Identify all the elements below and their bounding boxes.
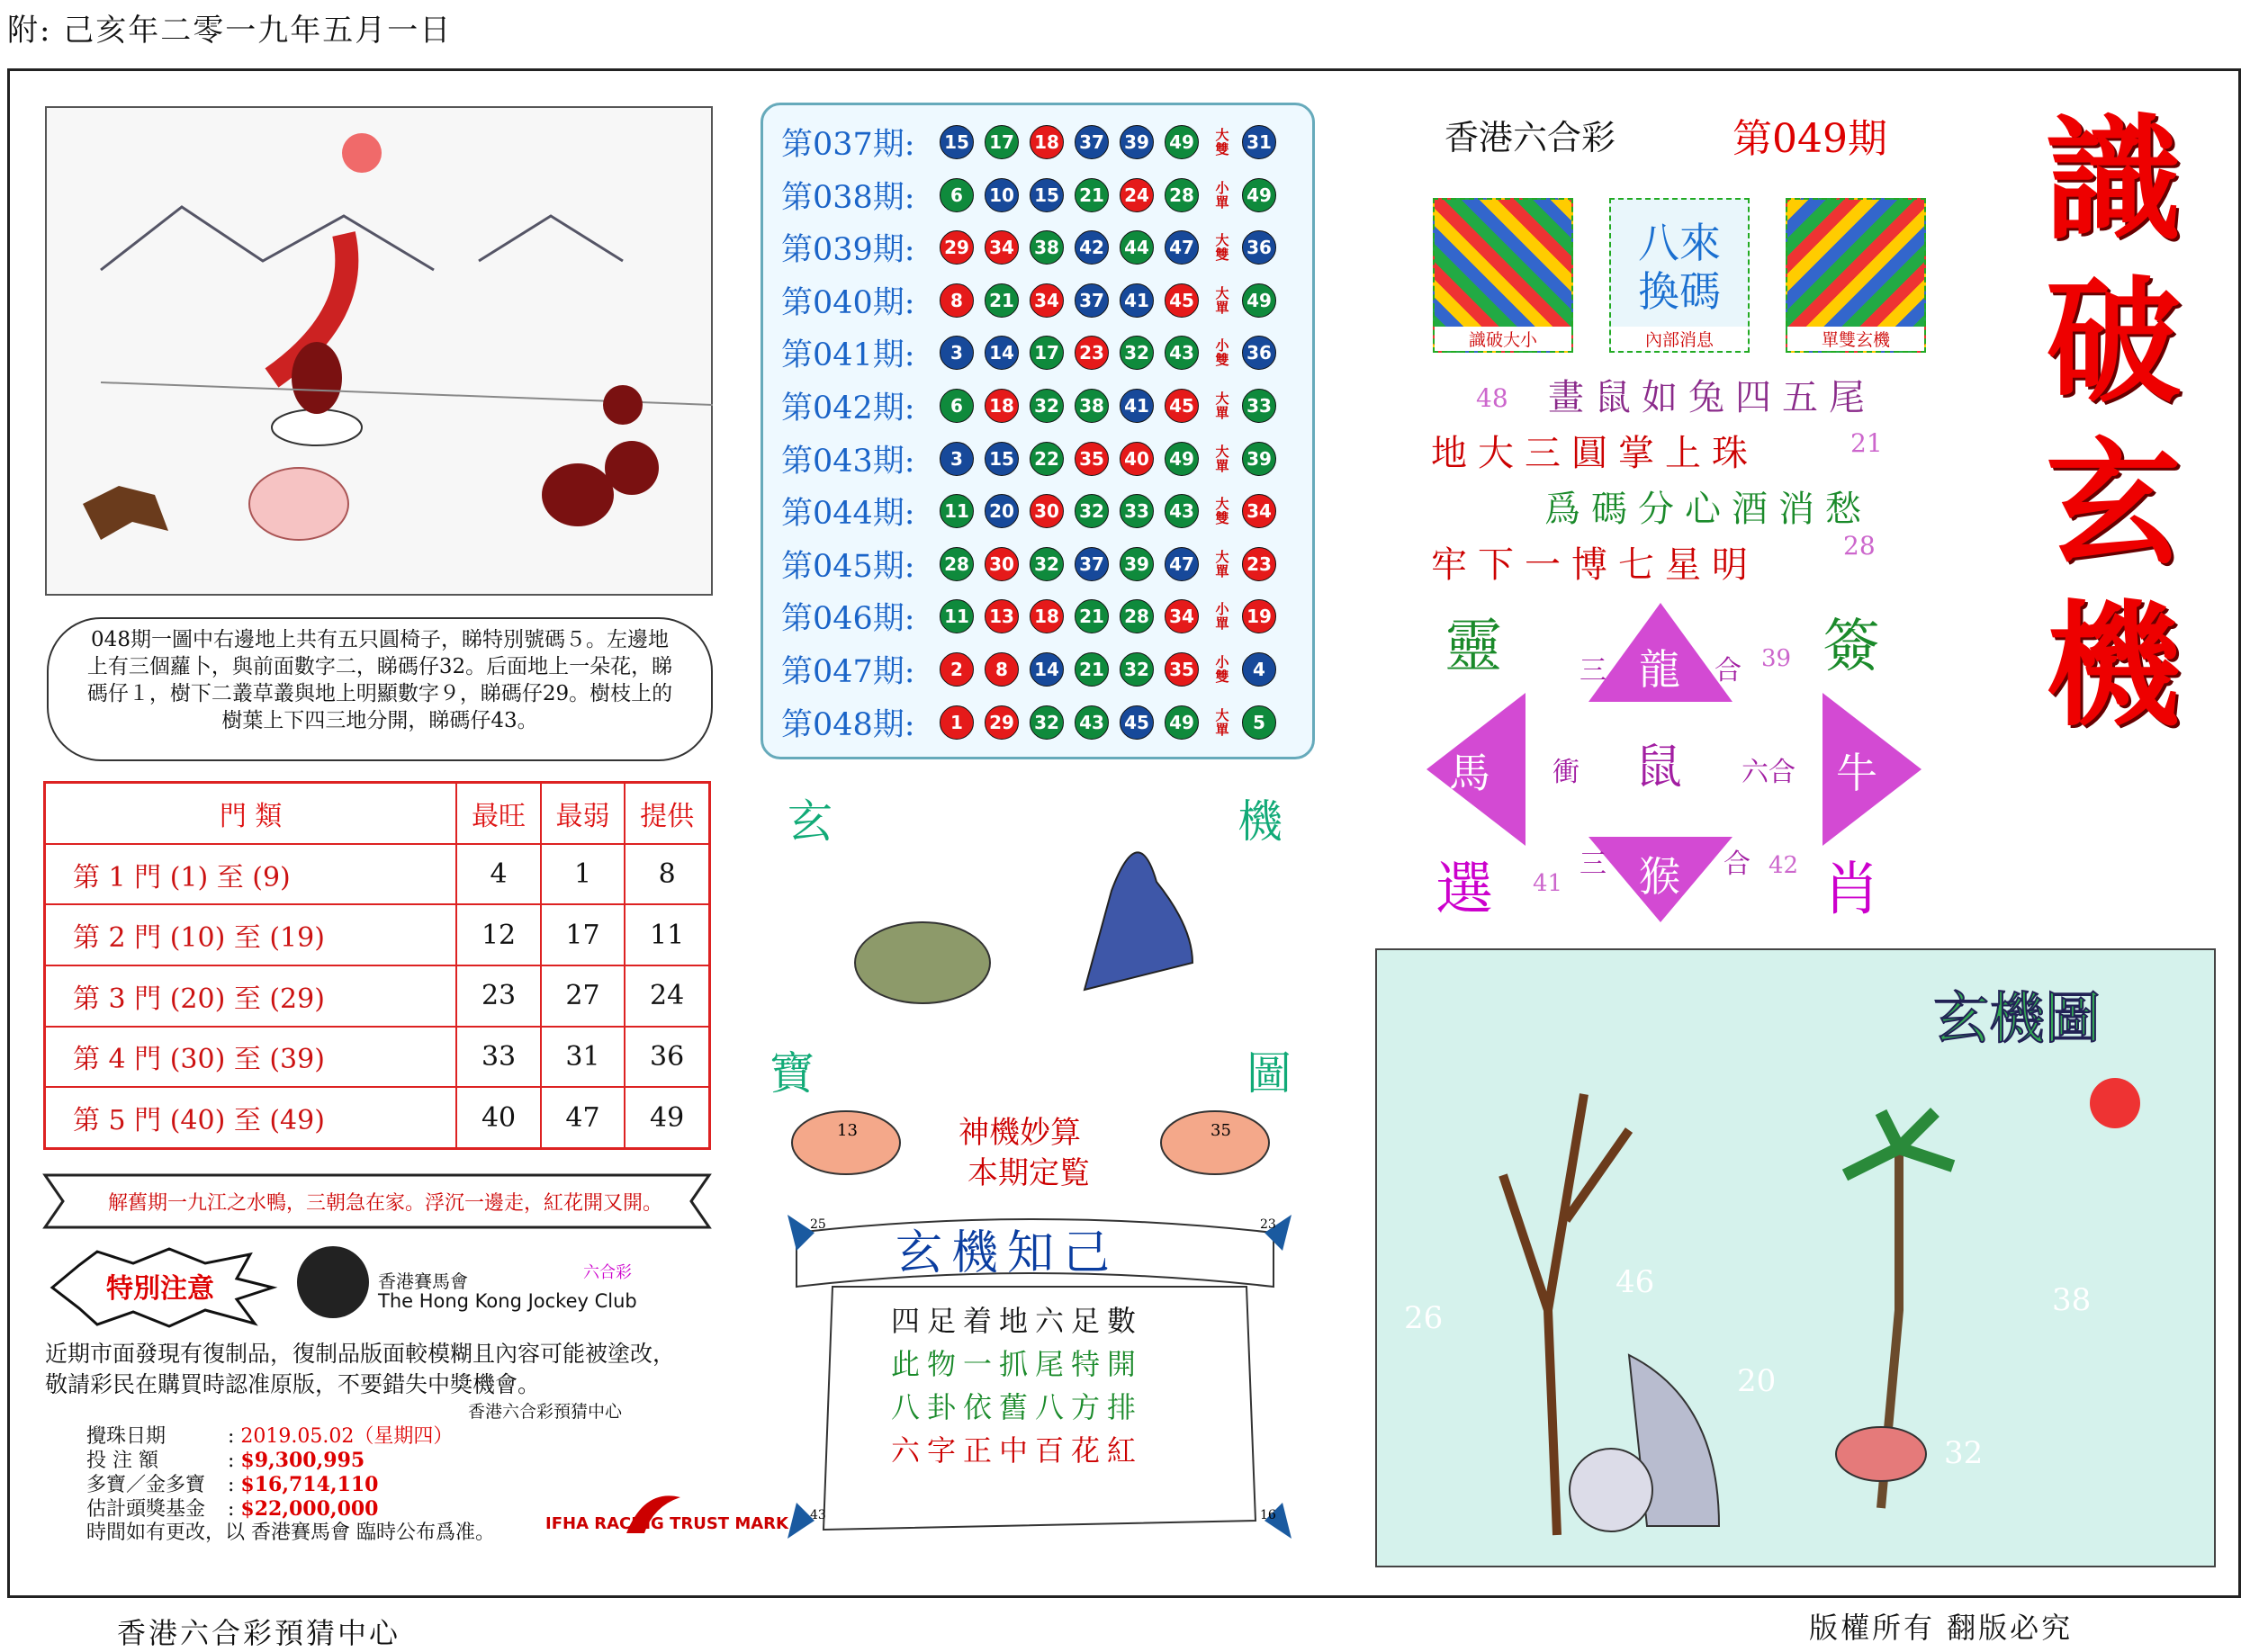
number-ball: 43 — [1165, 494, 1199, 528]
number-ball: 14 — [1030, 652, 1064, 687]
draw-row — [781, 169, 1287, 221]
draw-row — [781, 643, 1287, 696]
gate-provide: 36 — [625, 1027, 709, 1088]
number-ball: 20 — [985, 494, 1019, 528]
number-ball: 49 — [1165, 705, 1199, 740]
draw-label: 第041期: — [781, 337, 915, 374]
poem-line: 六字正中百花紅 — [891, 1433, 1144, 1468]
draw-label: 第038期: — [781, 179, 915, 216]
draw-history — [760, 103, 1315, 759]
number-ball: 21 — [985, 283, 1019, 318]
number-ball: 37 — [1075, 283, 1109, 318]
inside-news-box — [1609, 198, 1750, 353]
number-ball: 2 — [940, 652, 974, 687]
gate-name: 第 5 門 (40) 至 (49) — [45, 1087, 457, 1148]
gate-provide: 8 — [625, 844, 709, 905]
gate-cold: 1 — [541, 844, 625, 905]
he-top: 合 — [1714, 655, 1742, 687]
number-ball: 35 — [1165, 652, 1199, 687]
number-ball: 11 — [940, 599, 974, 633]
ifha-logo — [545, 1479, 788, 1562]
number-ball: 15 — [985, 442, 1019, 476]
title-char: 識破玄機 — [2022, 108, 2181, 756]
number-ball: 49 — [1165, 442, 1199, 476]
corner-xuan: 玄 — [788, 795, 832, 848]
draw-label: 第047期: — [781, 654, 915, 690]
gate-cold: 31 — [541, 1027, 625, 1088]
number-ball: 32 — [1075, 494, 1109, 528]
draw-row — [781, 274, 1287, 327]
line-number: 28 — [1843, 531, 1876, 561]
box-label: 識破大小 — [1435, 327, 1571, 351]
number-ball: 43 — [1165, 336, 1199, 370]
number-ball: 29 — [940, 230, 974, 265]
number-ball: 6 — [940, 178, 974, 212]
num-39: 39 — [1761, 645, 1792, 672]
number-ball: 47 — [1165, 547, 1199, 581]
number-ball: 32 — [1030, 705, 1064, 740]
size-parity-tag: 小單 — [1215, 601, 1229, 633]
treasure-illustration — [760, 783, 1318, 1611]
pic2-num: 20 — [1737, 1363, 1777, 1399]
gate-cold: 27 — [541, 965, 625, 1027]
gate-row — [45, 1087, 710, 1148]
draw-label: 第042期: — [781, 391, 915, 426]
mosaic-box-oddeven — [1786, 198, 1926, 353]
number-ball: 22 — [1030, 442, 1064, 476]
old-explain-text: 解舊期一九江之水鴨，三朝急在家。浮沉一邊走，紅花開又開。 — [108, 1192, 663, 1215]
chong-label: 衝 — [1552, 757, 1580, 788]
first-prize-label: 估計頭獎基金 — [86, 1498, 206, 1521]
lottery-name: 香港六合彩 — [1444, 118, 1616, 157]
special-ball: 31 — [1242, 125, 1276, 159]
number-ball: 37 — [1075, 547, 1109, 581]
gate-hot: 33 — [456, 1027, 540, 1088]
size-parity-tag: 大單 — [1215, 548, 1229, 579]
special-ball: 49 — [1242, 283, 1276, 318]
special-ball: 4 — [1242, 652, 1276, 687]
draw-row — [781, 590, 1287, 642]
mystery-title: 玄機圖 — [1933, 985, 2102, 1051]
number-ball: 38 — [1075, 389, 1109, 423]
number-ball: 15 — [940, 125, 974, 159]
number-ball: 43 — [1075, 705, 1109, 740]
number-ball: 35 — [1075, 442, 1109, 476]
warning-text: 近期市面發現有復制品，復制品版面較模糊且內容可能被塗改，敬請彩民在購買時認准原版，不要錯失中獎機會。 — [45, 1341, 676, 1397]
gate-table — [43, 781, 711, 1150]
gate-name: 第 4 門 (30) 至 (39) — [45, 1027, 457, 1088]
he-bottom: 合 — [1724, 848, 1750, 880]
corner-bao: 寶 — [770, 1047, 814, 1100]
size-parity-tag: 大單 — [1215, 284, 1229, 316]
number-ball: 3 — [940, 336, 974, 370]
size-parity-tag: 大雙 — [1215, 127, 1229, 157]
corner-ling: 靈 — [1444, 614, 1502, 680]
gate-row — [45, 965, 710, 1027]
jackpot-label: 多寶／金多寶 — [86, 1474, 206, 1496]
number-ball: 30 — [1030, 494, 1064, 528]
gate-provide: 24 — [625, 965, 709, 1027]
hint-line: 畫鼠如兔四五尾 — [1548, 377, 1876, 418]
pig-left-number: 13 — [837, 1121, 858, 1140]
corner-num-2: 23 — [1260, 1217, 1276, 1232]
arrow-left-label: 馬 — [1449, 749, 1490, 797]
size-parity-tag: 小雙 — [1215, 654, 1229, 685]
number-ball: 45 — [1165, 283, 1199, 318]
special-ball: 23 — [1242, 547, 1276, 581]
number-ball: 39 — [1120, 125, 1154, 159]
number-ball: 32 — [1030, 389, 1064, 423]
hint-line: 爲碼分心酒消愁 — [1544, 489, 1872, 530]
poem-line: 八卦依舊八方排 — [891, 1390, 1144, 1424]
number-ball: 47 — [1165, 230, 1199, 265]
box-label: 單雙玄機 — [1787, 327, 1924, 351]
gate-row — [45, 904, 710, 965]
special-ball: 36 — [1242, 336, 1276, 370]
draw-row — [781, 538, 1287, 590]
draw-label: 第046期: — [781, 601, 915, 638]
corner-ji: 機 — [1238, 795, 1282, 848]
riddle-explanation: 048期一圖中右邊地上共有五只圓椅子，睇特別號碼５。左邊地上有三個蘿卜，與前面數字二，睇碼仔32。后面地上一朵花，睇碼仔１，樹下二叢草叢與地上明顯數字９，睇碼仔29。樹枝上的樹葉上下四三地分開，睇碼仔43。 — [47, 617, 713, 761]
footer-left: 香港六合彩預猜中心 — [117, 1616, 401, 1650]
draw-label: 第048期: — [781, 706, 915, 743]
special-notice-burst — [43, 1247, 277, 1328]
time-note: 時間如有更改，以 香港賽馬會 臨時公布爲准。 — [86, 1522, 495, 1544]
corner-num-4: 16 — [1260, 1508, 1276, 1522]
number-ball: 18 — [985, 389, 1019, 423]
number-ball: 8 — [985, 652, 1019, 687]
hkjc-logo — [297, 1246, 369, 1318]
draw-row — [781, 327, 1287, 379]
center-zodiac: 鼠 — [1635, 741, 1683, 795]
draw-row — [781, 116, 1287, 168]
gate-header-hot: 最旺 — [456, 783, 540, 844]
num-42: 42 — [1768, 852, 1799, 879]
draw-label: 第043期: — [781, 443, 915, 480]
number-ball: 18 — [1030, 599, 1064, 633]
number-ball: 34 — [1030, 283, 1064, 318]
main-title — [2016, 108, 2196, 756]
riddle-illustration — [45, 106, 713, 596]
header-date: 附: 己亥年二零一九年五月一日 — [7, 13, 453, 49]
gate-cold: 17 — [541, 904, 625, 965]
gate-header-type: 門 類 — [45, 783, 457, 844]
size-parity-tag: 小雙 — [1215, 337, 1229, 369]
special-ball: 39 — [1242, 442, 1276, 476]
pic2-num: 38 — [2052, 1282, 2092, 1318]
bet-label: 投 注 額 — [86, 1450, 158, 1472]
gate-hot: 12 — [456, 904, 540, 965]
gate-row — [45, 844, 710, 905]
size-parity-tag: 大單 — [1215, 443, 1229, 474]
arrow-up-label: 龍 — [1639, 645, 1680, 694]
hint-line: 地大三圓掌上珠 — [1431, 433, 1759, 474]
number-ball: 28 — [1165, 178, 1199, 212]
gate-provide: 11 — [625, 904, 709, 965]
zodiac-compass — [1426, 603, 1966, 927]
number-ball: 32 — [1120, 652, 1154, 687]
number-ball: 40 — [1120, 442, 1154, 476]
number-ball: 34 — [1165, 599, 1199, 633]
special-ball: 34 — [1242, 494, 1276, 528]
draw-date-value: 2019.05.02（星期四） — [240, 1425, 454, 1448]
box-label: 內部消息 — [1611, 327, 1748, 351]
jackpot-value: $16,714,110 — [240, 1473, 379, 1496]
number-ball: 13 — [985, 599, 1019, 633]
number-ball: 44 — [1120, 230, 1154, 265]
draw-info: 攪珠日期 : 2019.05.02（星期四） 投 注 額 : $9,300,995 多寶／金多寶 : $16,714,110 估計頭獎基金 : $22,000,000 時間如有更改，以 香港賽馬會 臨時公布爲准。 — [86, 1425, 495, 1544]
scroll-title: 玄機知己 — [896, 1226, 1120, 1280]
number-ball: 14 — [985, 336, 1019, 370]
ifha-text: IFHA RACING TRUST MARK — [545, 1514, 788, 1533]
number-ball: 1 — [940, 705, 974, 740]
gate-name: 第 2 門 (10) 至 (19) — [45, 904, 457, 965]
slogan-1: 神機妙算 — [958, 1115, 1081, 1151]
number-ball: 39 — [1120, 547, 1154, 581]
number-ball: 41 — [1120, 389, 1154, 423]
number-ball: 30 — [985, 547, 1019, 581]
gate-name: 第 1 門 (1) 至 (9) — [45, 844, 457, 905]
number-ball: 45 — [1120, 705, 1154, 740]
poem — [891, 1299, 1143, 1472]
number-ball: 3 — [940, 442, 974, 476]
special-ball: 49 — [1242, 178, 1276, 212]
hkjc-name-en: The Hong Kong Jockey Club — [378, 1290, 637, 1312]
number-ball: 23 — [1075, 336, 1109, 370]
number-ball: 29 — [985, 705, 1019, 740]
hint-line: 牢下一博七星明 — [1431, 544, 1759, 586]
corner-qian: 簽 — [1822, 614, 1880, 680]
bet-value: $9,300,995 — [240, 1449, 365, 1472]
issue-number: 第049期 — [1732, 116, 1887, 162]
box-text-top: 八來 — [1638, 219, 1721, 267]
number-ball: 37 — [1075, 125, 1109, 159]
line-number: 21 — [1850, 428, 1883, 458]
arrow-right-label: 牛 — [1836, 749, 1877, 797]
size-parity-tag: 大單 — [1215, 391, 1229, 421]
number-ball: 24 — [1120, 178, 1154, 212]
gate-provide: 49 — [625, 1087, 709, 1148]
footer-right: 版權所有 翻版必究 — [1809, 1611, 2074, 1645]
number-ball: 49 — [1165, 125, 1199, 159]
first-prize-value: $22,000,000 — [240, 1497, 379, 1521]
num-41: 41 — [1533, 870, 1563, 897]
poem-line: 四足着地六足數 — [891, 1304, 1144, 1338]
number-ball: 32 — [1030, 547, 1064, 581]
number-ball: 18 — [1030, 125, 1064, 159]
special-notice-text: 特別注意 — [106, 1273, 214, 1305]
draw-row — [781, 221, 1287, 274]
draw-row — [781, 380, 1287, 432]
number-ball: 6 — [940, 389, 974, 423]
number-ball: 28 — [1120, 599, 1154, 633]
number-ball: 15 — [1030, 178, 1064, 212]
gate-hot: 4 — [456, 844, 540, 905]
arrow-down-label: 猴 — [1639, 852, 1680, 901]
size-parity-tag: 大單 — [1215, 706, 1229, 738]
draw-label: 第040期: — [781, 284, 915, 321]
special-ball: 5 — [1242, 705, 1276, 740]
poem-line: 此物一抓尾特開 — [891, 1347, 1144, 1381]
number-ball: 38 — [1030, 230, 1064, 265]
number-ball: 11 — [940, 494, 974, 528]
corner-xiao: 肖 — [1822, 857, 1880, 923]
number-ball: 33 — [1120, 494, 1154, 528]
number-ball: 17 — [1030, 336, 1064, 370]
draw-label: 第045期: — [781, 548, 915, 585]
draw-label: 第037期: — [781, 127, 915, 163]
pig-right-number: 35 — [1210, 1121, 1231, 1140]
special-ball: 33 — [1242, 389, 1276, 423]
number-ball: 28 — [940, 547, 974, 581]
number-ball: 41 — [1120, 283, 1154, 318]
size-parity-tag: 大雙 — [1215, 496, 1229, 527]
gate-cold: 47 — [541, 1087, 625, 1148]
number-ball: 21 — [1075, 599, 1109, 633]
number-ball: 21 — [1075, 178, 1109, 212]
warning-source: 香港六合彩預猜中心 — [468, 1402, 623, 1422]
draw-row — [781, 485, 1287, 537]
number-ball: 32 — [1120, 336, 1154, 370]
liuhe-label: 六合 — [1742, 757, 1796, 788]
pic2-num: 26 — [1404, 1300, 1444, 1336]
gate-header-provide: 提供 — [625, 783, 709, 844]
number-ball: 17 — [985, 125, 1019, 159]
line-number: 48 — [1476, 383, 1508, 413]
size-parity-tag: 小單 — [1215, 179, 1229, 211]
number-ball: 45 — [1165, 389, 1199, 423]
number-ball: 21 — [1075, 652, 1109, 687]
hkjc-name-cn: 香港賽馬會 — [378, 1270, 468, 1292]
san-top: 三 — [1580, 655, 1606, 687]
draw-date-label: 攪珠日期 — [86, 1425, 166, 1448]
corner-xuan2: 選 — [1436, 857, 1493, 923]
box-text-bottom: 換碼 — [1638, 267, 1721, 316]
special-ball: 36 — [1242, 230, 1276, 265]
pic2-num: 46 — [1616, 1264, 1655, 1300]
san-bottom: 三 — [1580, 848, 1606, 880]
corner-num-3: 43 — [810, 1508, 826, 1522]
number-ball: 10 — [985, 178, 1019, 212]
draw-label: 第044期: — [781, 496, 915, 533]
number-ball: 34 — [985, 230, 1019, 265]
gate-header-cold: 最弱 — [541, 783, 625, 844]
slogan-2: 本期定覧 — [968, 1155, 1090, 1191]
draw-row — [781, 433, 1287, 485]
gate-row — [45, 1027, 710, 1088]
pic2-num: 32 — [1944, 1435, 1984, 1471]
corner-num-1: 25 — [810, 1217, 826, 1232]
size-parity-tag: 大雙 — [1215, 232, 1229, 264]
gate-hot: 23 — [456, 965, 540, 1027]
corner-tu: 圖 — [1246, 1047, 1292, 1100]
gate-hot: 40 — [456, 1087, 540, 1148]
mark6-logo: 六合彩 — [583, 1263, 632, 1282]
draw-label: 第039期: — [781, 232, 915, 269]
draw-row — [781, 696, 1287, 749]
special-ball: 19 — [1242, 599, 1276, 633]
number-ball: 42 — [1075, 230, 1109, 265]
gate-name: 第 3 門 (20) 至 (29) — [45, 965, 457, 1027]
number-ball: 8 — [940, 283, 974, 318]
mosaic-box-size — [1433, 198, 1573, 353]
